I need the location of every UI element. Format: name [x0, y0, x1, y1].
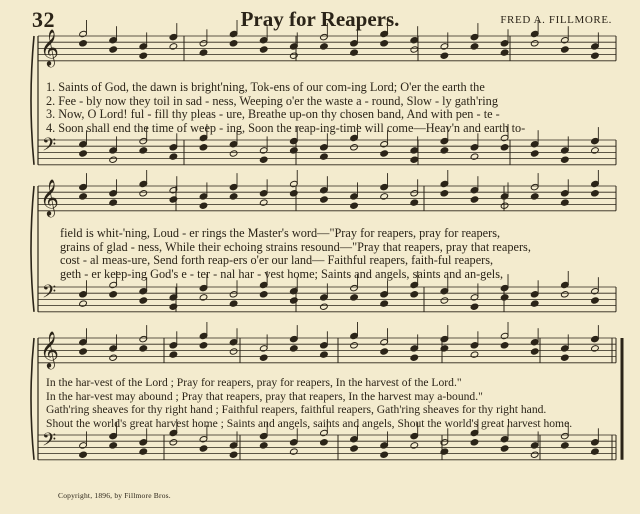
note: [591, 52, 600, 59]
note: [410, 199, 419, 206]
note: [79, 451, 88, 458]
note: [380, 300, 389, 307]
bass-clef: 𝄢: [42, 135, 57, 160]
note: [500, 294, 509, 301]
note: [320, 303, 329, 310]
note: [79, 150, 88, 157]
note: [380, 451, 389, 458]
note: [530, 348, 539, 355]
treble-clef: 𝄞: [40, 178, 59, 216]
note: [290, 345, 299, 352]
note: [320, 351, 329, 358]
lyric-line: Gath'ring sheaves for thy right hand ; Faithful reapers, faithful reapers, Gath'ring sheaves for thy right hand.: [46, 403, 547, 416]
note: [380, 193, 389, 200]
note: [350, 202, 359, 209]
note: [591, 190, 600, 197]
note: [500, 445, 509, 452]
note: [530, 40, 539, 47]
note: [440, 147, 449, 154]
note: [109, 291, 118, 298]
note: [199, 144, 208, 151]
note: [229, 348, 238, 355]
note: [229, 451, 238, 458]
note: [350, 342, 359, 349]
note: [380, 40, 389, 47]
note: [139, 190, 148, 197]
lyric-line: geth - er keep-ing God's e - ter - nal har - vest home; Saints and angels, saints and an-gels,: [60, 266, 504, 281]
note: [290, 147, 299, 154]
note: [169, 153, 178, 160]
note: [139, 448, 148, 455]
note: [79, 300, 88, 307]
note: [500, 342, 509, 349]
note: [380, 150, 389, 157]
note: [530, 150, 539, 157]
lyric-line: 4. Soon shall end the time of weep - ing, Soon the reap-ing-time will come—Heav'n and earth to-: [46, 120, 526, 135]
note: [440, 52, 449, 59]
note: [530, 300, 539, 307]
lyric-block-3: [46, 376, 572, 430]
note: [440, 345, 449, 352]
note: [440, 297, 449, 304]
note: [290, 52, 299, 59]
note: [259, 156, 268, 163]
note: [229, 40, 238, 47]
note: [320, 153, 329, 160]
note: [290, 190, 299, 197]
note: [500, 49, 509, 56]
note: [139, 52, 148, 59]
note: [199, 294, 208, 301]
note: [470, 196, 479, 203]
note: [320, 439, 329, 446]
lyric-line: 2. Fee - bly now they toil in sad - ness, Weeping o'er the waste a - round, Slow - ly gath'ring: [46, 93, 498, 108]
lyric-line: In the har-vest of the Lord ; Pray for reapers, pray for reapers, In the harvest of the Lord.": [46, 376, 462, 389]
treble-clef: 𝄞: [40, 28, 59, 66]
note: [470, 303, 479, 310]
composer-credit: FRED A. FILLMORE.: [500, 14, 612, 26]
note: [350, 144, 359, 151]
note: [440, 190, 449, 197]
note: [79, 40, 88, 47]
note: [109, 199, 118, 206]
note: [229, 300, 238, 307]
note: [259, 291, 268, 298]
note: [470, 153, 479, 160]
note: [259, 354, 268, 361]
copyright-notice: Copyright, 1896, by Fillmore Bros.: [58, 491, 171, 500]
note: [139, 297, 148, 304]
note: [561, 46, 570, 53]
system-brace: [31, 36, 34, 165]
note: [530, 193, 539, 200]
note: [410, 442, 419, 449]
note: [561, 199, 570, 206]
note: [229, 150, 238, 157]
note: [169, 439, 178, 446]
note: [530, 451, 539, 458]
note: [139, 147, 148, 154]
note: [591, 297, 600, 304]
note: [500, 202, 509, 209]
note: [259, 442, 268, 449]
note: [259, 46, 268, 53]
note: [320, 43, 329, 50]
note: [470, 351, 479, 358]
note: [561, 291, 570, 298]
lyric-line: grains of glad - ness, While their echoing strains resound—"Pray that reapers, pray that reapers,: [60, 239, 531, 254]
note: [259, 199, 268, 206]
lyric-line: cost - al meas-ure, Send forth reap-ers o'er our land— Faithful reapers, faith-ful reapers,: [60, 253, 494, 267]
bass-clef: 𝄢: [42, 430, 57, 455]
note: [320, 196, 329, 203]
note: [561, 354, 570, 361]
note: [410, 291, 419, 298]
note: [410, 156, 419, 163]
note: [380, 348, 389, 355]
lyric-line: 3. Now, O Lord! ful - fill thy pleas - ure, Breathe up-on thy chosen band, And with pen - te -: [46, 107, 500, 121]
note: [109, 354, 118, 361]
note: [169, 43, 178, 50]
note: [199, 202, 208, 209]
note: [500, 144, 509, 151]
note: [561, 442, 570, 449]
bass-clef: 𝄢: [42, 282, 57, 307]
hymn-title: Pray for Reapers.: [240, 7, 400, 31]
note: [591, 448, 600, 455]
note: [591, 345, 600, 352]
note: [290, 297, 299, 304]
note: [199, 445, 208, 452]
note: [79, 193, 88, 200]
system-brace: [31, 338, 34, 460]
note: [139, 345, 148, 352]
system-brace: [31, 186, 34, 312]
note: [470, 43, 479, 50]
note: [350, 445, 359, 452]
note: [109, 442, 118, 449]
note: [79, 348, 88, 355]
lyric-line: 1. Saints of God, the dawn is bright'ning, Tok-ens of our com-ing Lord; O'er the earth the: [46, 80, 485, 94]
note: [350, 49, 359, 56]
note: [169, 351, 178, 358]
note: [109, 46, 118, 53]
note: [199, 49, 208, 56]
lyric-line: In the har-vest may abound ; Pray that reapers, pray that reapers, In the harvest may a-bound.": [46, 389, 483, 403]
note: [410, 354, 419, 361]
note: [199, 342, 208, 349]
lyric-line: Shout the world's great harvest home ; Saints and angels, saints and angels, Shout the world's great harvest home.: [46, 416, 573, 430]
note: [561, 156, 570, 163]
treble-clef: 𝄞: [40, 330, 59, 368]
note: [470, 439, 479, 446]
note: [229, 193, 238, 200]
note: [350, 294, 359, 301]
note: [109, 156, 118, 163]
lyric-block-2: [60, 227, 531, 281]
note: [290, 448, 299, 455]
note: [440, 448, 449, 455]
note: [591, 147, 600, 154]
lyric-block-1: [46, 81, 525, 135]
note: [410, 46, 419, 53]
lyric-line: field is whit-'ning, Loud - er rings the Master's word—"Pray for reapers, pray for reapers,: [60, 226, 501, 240]
page-number: 32: [32, 7, 55, 32]
